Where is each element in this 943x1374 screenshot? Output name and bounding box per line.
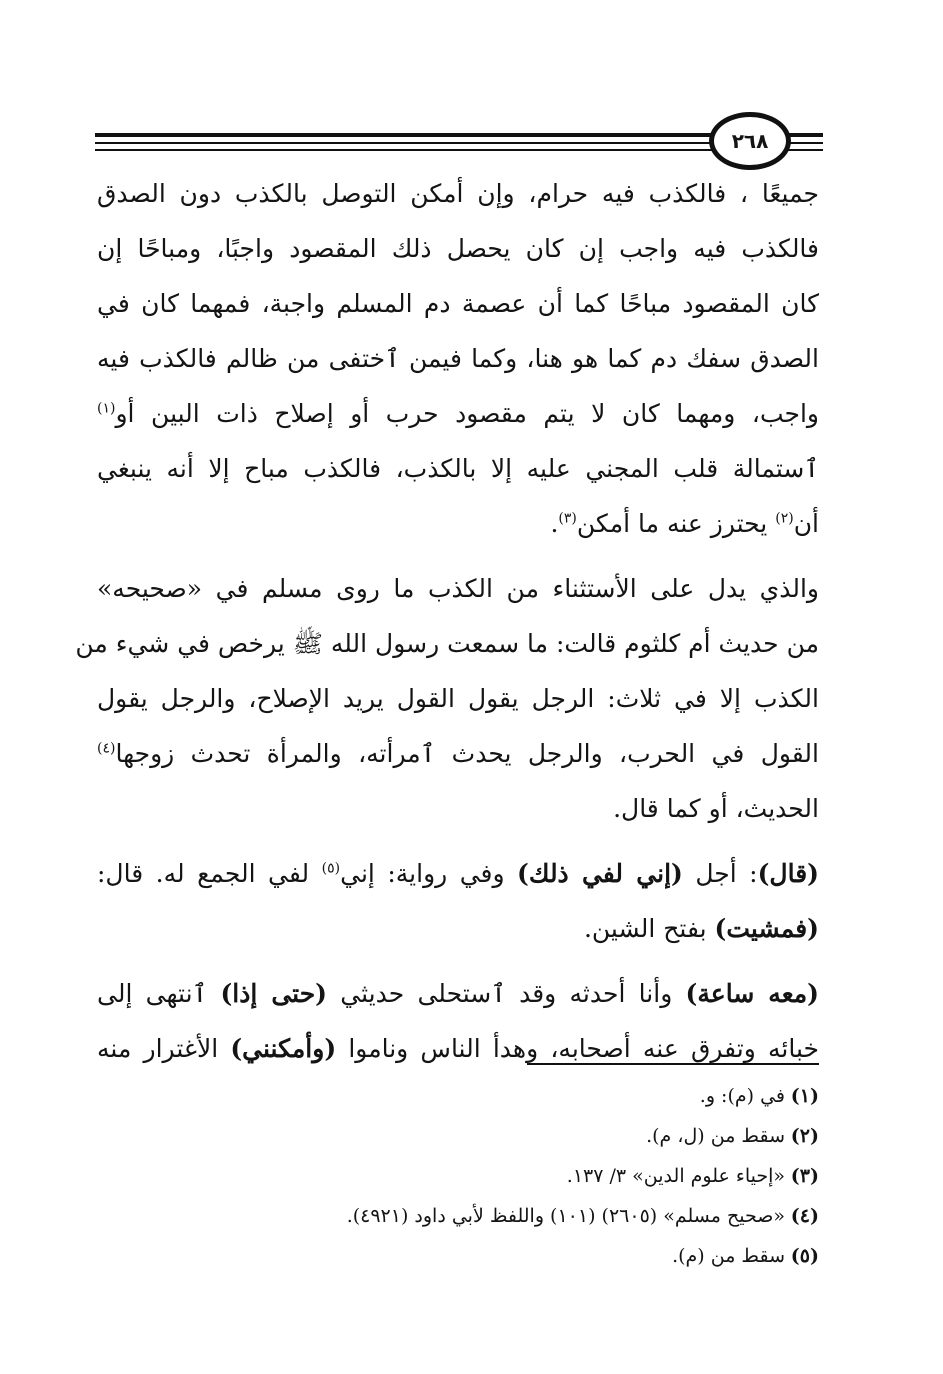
text-line bbox=[97, 1021, 819, 1076]
text-segment: القول في الحرب، والرجل يحدث ٱمرأته، والمرأة تحدث زوجها bbox=[115, 739, 819, 768]
footnote-separator bbox=[527, 1063, 819, 1065]
text-line bbox=[97, 331, 819, 386]
footnote bbox=[97, 1156, 819, 1196]
footnote-text: سقط من (م). bbox=[672, 1245, 785, 1267]
commentary-keyword: (معه ساعة) bbox=[685, 979, 819, 1008]
text-line bbox=[97, 901, 819, 956]
paragraph-1 bbox=[97, 166, 819, 551]
text-segment: بفتح الشين. bbox=[583, 914, 715, 943]
commentary-keyword: (وأمكنني) bbox=[230, 1034, 337, 1063]
footnote bbox=[97, 1076, 819, 1116]
commentary-keyword: (حتى إذا) bbox=[220, 979, 327, 1008]
text-line bbox=[97, 561, 819, 616]
footnote-ref[interactable]: (٥) bbox=[321, 860, 341, 877]
text-line bbox=[97, 166, 819, 221]
text-line bbox=[97, 726, 819, 781]
text-line bbox=[97, 221, 819, 276]
text-segment: كان المقصود مباحًا كما أن عصمة دم المسلم واجبة، فمهما كان في bbox=[97, 289, 819, 318]
paragraph-gap bbox=[97, 551, 819, 561]
text-segment: وأنا أحدثه وقد ٱستحلى حديثي bbox=[327, 979, 686, 1008]
footnote-number: (١) bbox=[790, 1085, 819, 1107]
footnote-ref[interactable]: (٤) bbox=[97, 740, 116, 757]
text-line bbox=[97, 441, 819, 496]
footnote-number: (٤) bbox=[790, 1205, 819, 1227]
footnote-number: (٥) bbox=[790, 1245, 819, 1267]
footnote bbox=[97, 1236, 819, 1276]
paragraph-2 bbox=[75, 561, 819, 836]
main-text bbox=[75, 166, 820, 1076]
paragraph-gap bbox=[97, 836, 819, 846]
commentary-keyword: (فمشيت) bbox=[714, 914, 819, 943]
text-line bbox=[97, 781, 819, 836]
text-segment: واجب، ومهما كان لا يتم مقصود حرب أو إصلاح ذات البين أو bbox=[115, 399, 819, 428]
paragraph-3 bbox=[97, 846, 819, 956]
footnote bbox=[97, 1116, 819, 1156]
text-segment: لفي الجمع له. قال: bbox=[97, 859, 322, 888]
text-segment: . bbox=[550, 509, 559, 538]
text-line bbox=[97, 496, 819, 551]
footnote-ref[interactable]: (١) bbox=[97, 400, 116, 417]
paragraph-4 bbox=[97, 966, 819, 1076]
text-line bbox=[97, 966, 819, 1021]
footnote-number: (٢) bbox=[790, 1125, 819, 1147]
footnote-text: «إحياء علوم الدين» ٣/ ١٣٧. bbox=[566, 1165, 785, 1187]
text-segment: ٱستمالة قلب المجني عليه إلا بالكذب، فالكذب مباح إلا أنه ينبغي bbox=[97, 454, 819, 483]
footnote-text: في (م): و. bbox=[699, 1085, 785, 1107]
text-line bbox=[97, 671, 819, 726]
text-segment: فالكذب فيه واجب إن كان يحصل ذلك المقصود واجبًا، ومباحًا إن bbox=[97, 234, 819, 263]
footnote bbox=[97, 1196, 819, 1236]
footnote-ref[interactable]: (٢) bbox=[775, 510, 794, 527]
footnotes bbox=[97, 1076, 819, 1276]
page-number: ٢٦٨ bbox=[709, 112, 791, 170]
commentary-keyword: (قال) bbox=[757, 859, 819, 888]
text-segment: خبائه وتفرق عنه أصحابه، وهدأ الناس وناموا bbox=[336, 1034, 819, 1063]
footnote-number: (٣) bbox=[790, 1165, 819, 1187]
text-segment: من حديث أم كلثوم قالت: ما سمعت رسول الله ﷺ يرخص في شيء من bbox=[75, 629, 819, 658]
text-segment: وفي رواية: إني bbox=[340, 859, 518, 888]
text-segment: الأغترار منه bbox=[97, 1034, 231, 1063]
footnote-text: «صحيح مسلم» (٢٦٠٥) (١٠١) واللفظ لأبي داود (٤٩٢١). bbox=[346, 1205, 785, 1227]
text-segment: والذي يدل على الأستثناء من الكذب ما روى مسلم في «صحيحه» bbox=[97, 574, 819, 603]
text-segment: جميعًا ، فالكذب فيه حرام، وإن أمكن التوصل بالكذب دون الصدق bbox=[97, 179, 820, 208]
text-segment: أن bbox=[793, 509, 819, 538]
footnote-text: سقط من (ل، م). bbox=[646, 1125, 785, 1147]
text-segment: الكذب إلا في ثلاث: الرجل يقول القول يريد الإصلاح، والرجل يقول bbox=[97, 684, 819, 713]
commentary-keyword: (إني لفي ذلك) bbox=[517, 859, 683, 888]
footnote-ref[interactable]: (٣) bbox=[558, 510, 577, 527]
text-segment: ٱنتهى إلى bbox=[97, 979, 221, 1008]
text-segment: الحديث، أو كما قال. bbox=[613, 794, 819, 823]
text-segment: يحترز عنه ما أمكن bbox=[576, 509, 776, 538]
text-line bbox=[97, 276, 819, 331]
text-segment: الصدق سفك دم كما هو هنا، وكما فيمن ٱختفى من ظالم فالكذب فيه bbox=[97, 344, 819, 373]
text-segment: : أجل bbox=[682, 859, 758, 888]
paragraph-gap bbox=[97, 956, 819, 966]
text-line bbox=[97, 846, 819, 901]
text-line bbox=[97, 386, 819, 441]
text-line bbox=[75, 616, 819, 671]
